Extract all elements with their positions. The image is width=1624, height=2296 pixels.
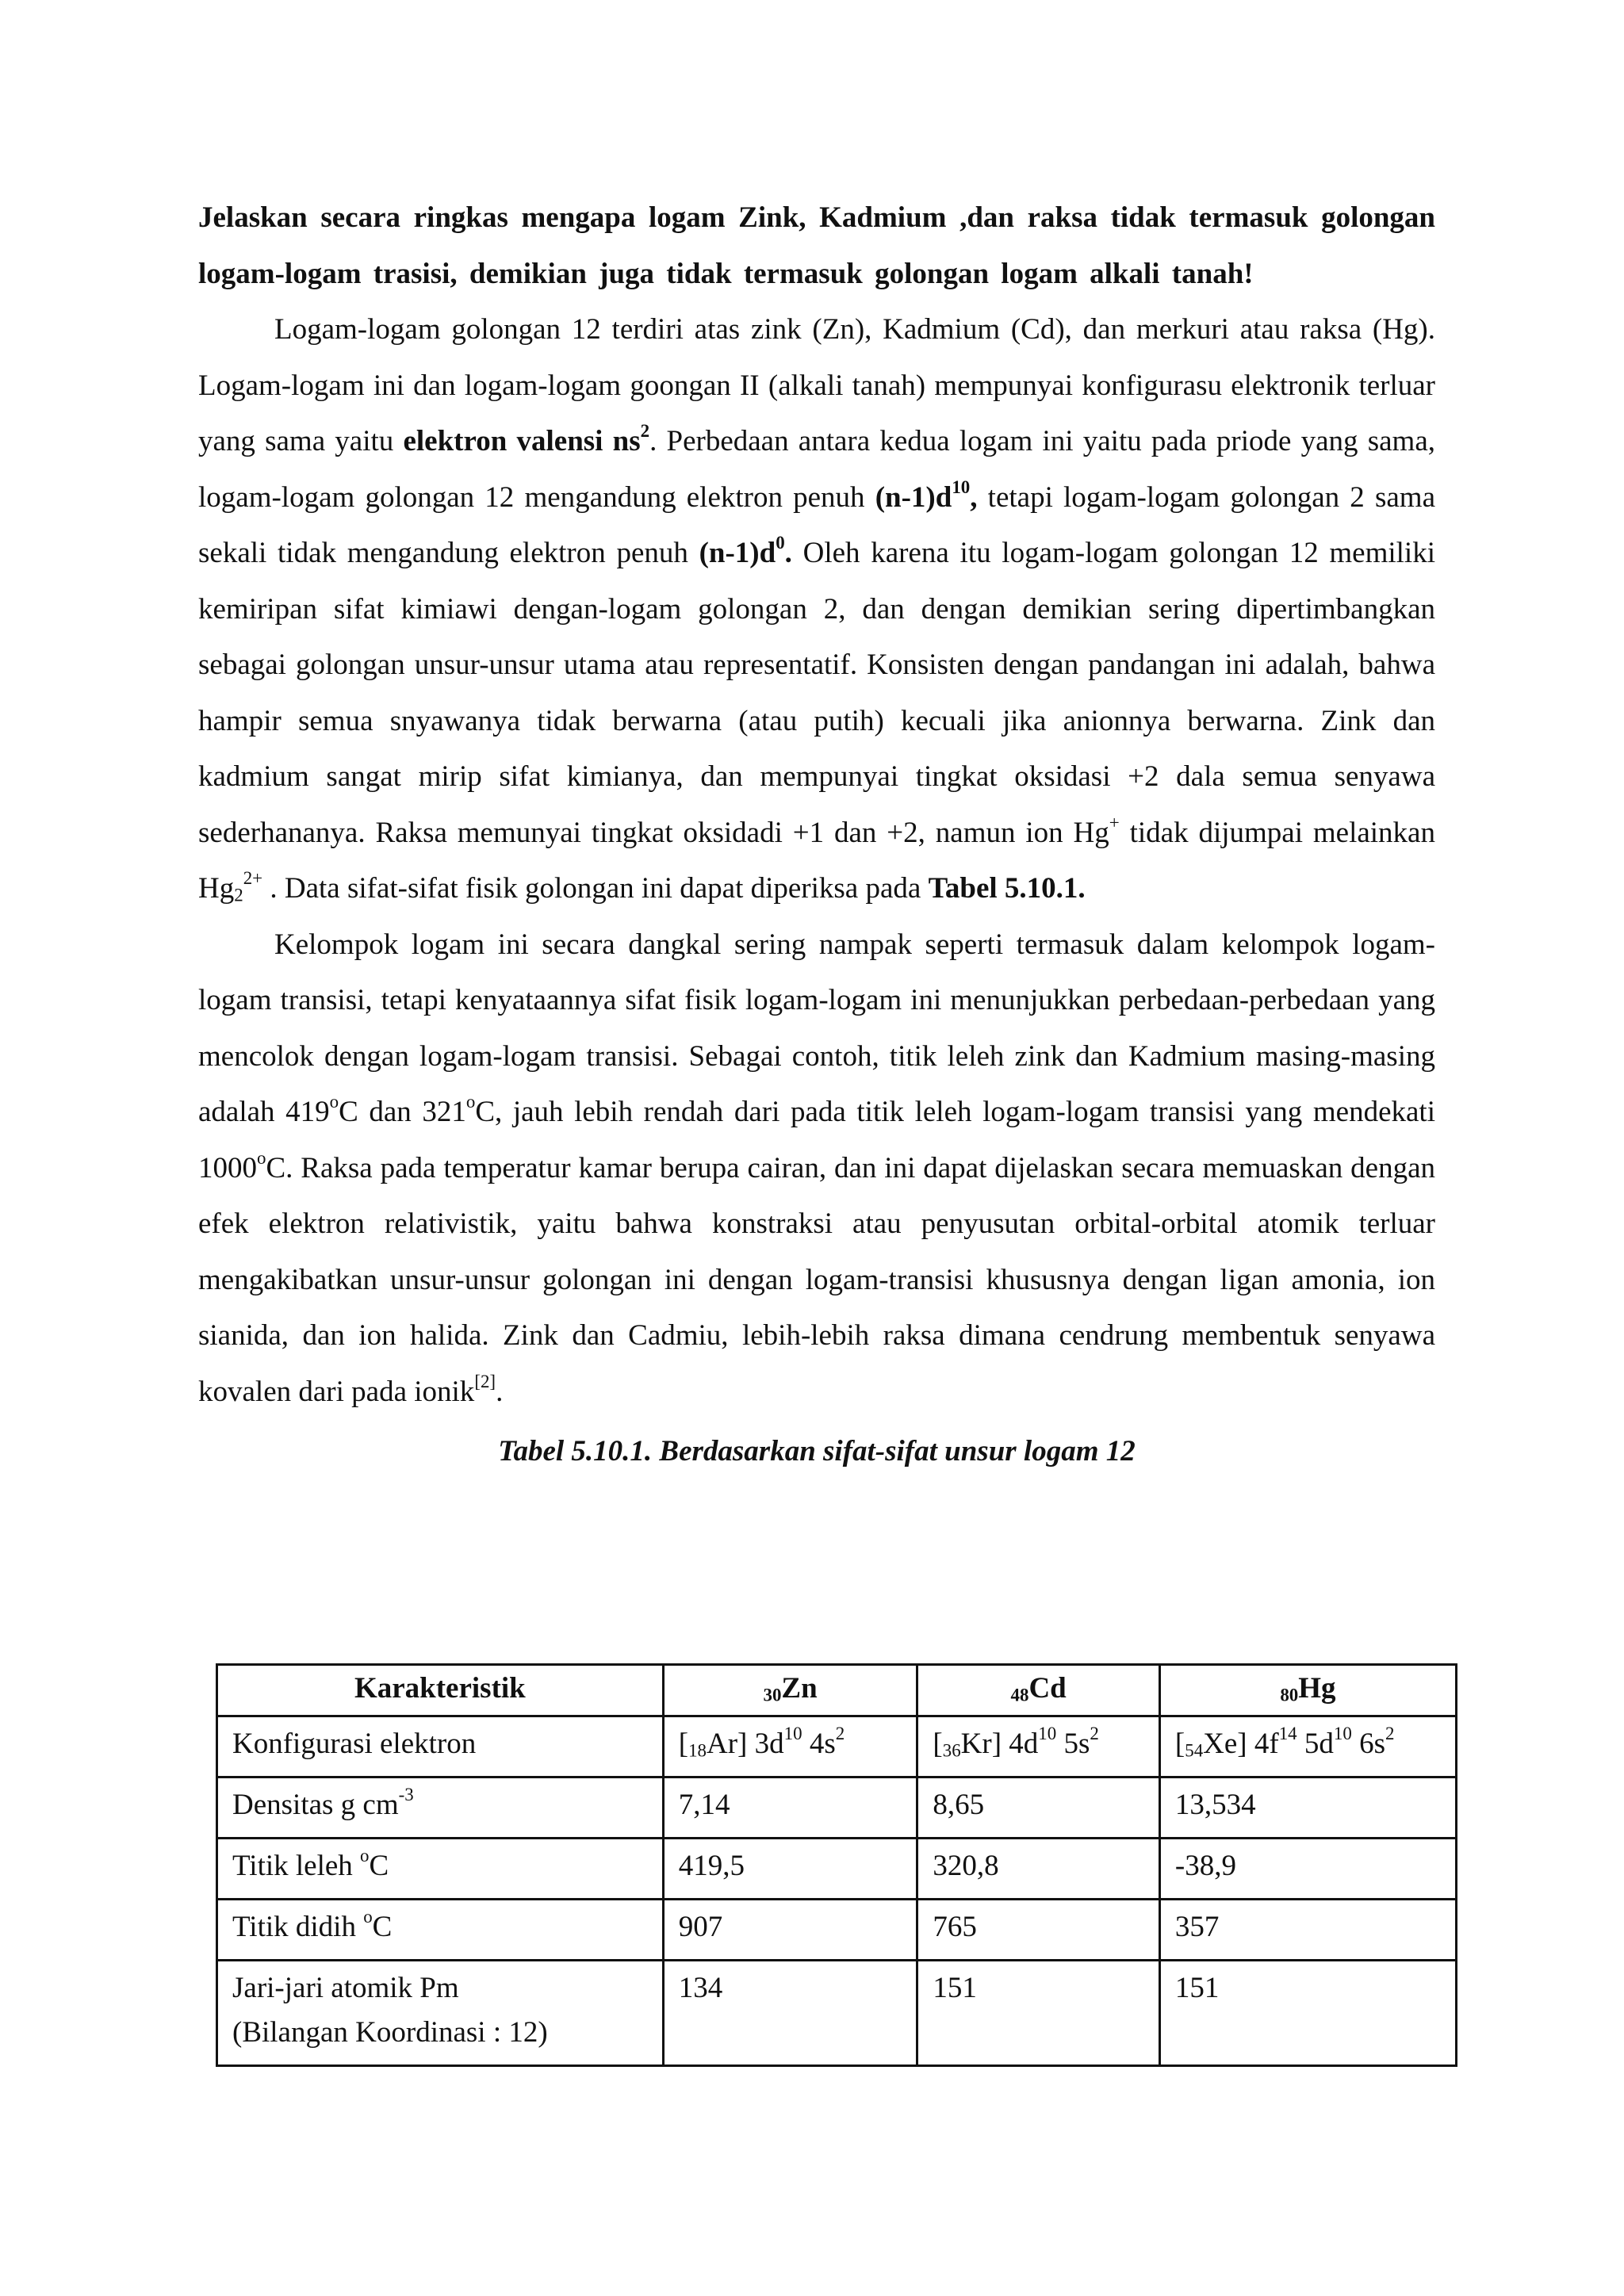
table-header-row: [217, 1665, 1457, 1716]
config-hg-open: [: [1174, 1728, 1185, 1760]
boiling-label-sup: o: [363, 1906, 373, 1927]
cell-melting-hg: -38,9: [1159, 1839, 1456, 1900]
config-zn-core-num: 18: [688, 1740, 707, 1761]
p2-text-3: C, jauh lebih rendah dari pada titik leleh logam-logam transisi yang mendekati 1000: [198, 1096, 1435, 1184]
melting-label-post: C: [369, 1850, 389, 1882]
cell-boiling-zn: 907: [663, 1900, 917, 1961]
header-cd-number: 48: [1010, 1685, 1029, 1705]
p2-degree-2: o: [465, 1091, 476, 1112]
table-row: [217, 1839, 1457, 1900]
config-cd-core: Kr] 4d: [960, 1728, 1039, 1760]
p1-bold-valence: [403, 420, 650, 457]
table-caption: Tabel 5.10.1. Berdasarkan sifat-sifat unsur logam 12: [498, 1435, 1136, 1468]
p2-reference: [2]: [474, 1371, 496, 1391]
p2-text-4: C. Raksa pada temperatur kamar berupa cairan, dan ini dapat dijelaskan secara memuaskan dengan efek elektron relativistik, yaitu bahwa konstraksi atau penyusutan orbital-orbital atomik terluar mengakibatkan unsur-unsur golongan ini dengan logam-transisi khususnya dengan ligan amonia, ion sianida, dan ion halida. Zink dan Cadmiu, lebih-lebih raksa dimana cendrung membentuk senyawa kovalen dari pada ionik: [198, 1151, 1435, 1408]
row-label-boiling: [217, 1900, 664, 1961]
config-hg-core-num: 54: [1185, 1740, 1204, 1761]
table-row: [217, 1716, 1457, 1777]
config-hg-d: 10: [1333, 1723, 1352, 1743]
p1-bold-d0-sup: 0: [776, 532, 785, 553]
cell-density-zn: 7,14: [663, 1777, 917, 1839]
p1-hg2-sub: 2: [234, 885, 243, 905]
row-label-melting: [217, 1839, 664, 1900]
cell-config-cd: [917, 1716, 1159, 1777]
document-page: [198, 190, 1435, 1475]
p2-text-5: .: [496, 1375, 504, 1408]
density-label-text: Densitas g cm: [232, 1789, 399, 1821]
cell-config-zn: [663, 1716, 917, 1777]
cell-radius-cd: 151: [917, 1961, 1159, 2066]
p1-text-3: tetapi logam-logam golongan 2 sama sekali tidak mengandung elektron penuh: [198, 480, 1435, 569]
cell-boiling-hg: 357: [1159, 1900, 1456, 1961]
table-row: [217, 1900, 1457, 1961]
cell-melting-zn: 419,5: [663, 1839, 917, 1900]
p1-text-2: . Perbedaan antara kedua logam ini yaitu pada priode yang sama, logam-logam golongan 12 mengandung elektron penuh: [198, 425, 1436, 514]
config-cd-s: 2: [1090, 1723, 1099, 1743]
p1-bold-valence-text: elektron valensi ns: [403, 425, 641, 457]
cell-density-cd: 8,65: [917, 1777, 1159, 1839]
table-row: [217, 1777, 1457, 1839]
paragraph-2: [198, 917, 1435, 1421]
p1-bold-d0: [699, 532, 792, 569]
config-cd-d: 10: [1038, 1723, 1057, 1743]
table-row: [217, 1961, 1457, 2066]
boiling-label-post: C: [372, 1911, 393, 1943]
question-text: Jelaskan secara ringkas mengapa logam Zink, Kadmium ,dan raksa tidak termasuk golongan logam-logam trasisi, demikian juga tidak termasuk golongan logam alkali tanah!: [198, 201, 1435, 290]
header-zn-symbol: Zn: [781, 1672, 818, 1705]
cell-config-hg: [1159, 1716, 1456, 1777]
p1-bold-d0-text: (n-1)d: [699, 537, 776, 569]
header-zn: [663, 1665, 917, 1716]
properties-table: [216, 1663, 1457, 2067]
row-label-density: [217, 1777, 664, 1839]
config-cd-mid: 5s: [1056, 1728, 1090, 1760]
header-hg-symbol: Hg: [1298, 1672, 1336, 1705]
p1-bold-valence-sup: 2: [640, 420, 650, 441]
p1-text-4: Oleh karena itu logam-logam golongan 12 memiliki kemiripan sifat kimiawi dengan-logam golongan 2, dan dengan demikian sering dipertimbangkan sebagai golongan unsur-unsur utama atau representatif. Konsisten dengan pandangan ini adalah, bahwa hampir semua snyawanya tidak berwarna (atau putih) kecuali jika anionnya berwarna. Zink dan kadmium sangat mirip sifat kimianya, dan mempunyai tingkat oksidasi +2 dala semua senyawa sederhananya. Raksa memunyai tingkat oksidadi +1 dan +2, namun ion Hg: [198, 537, 1435, 849]
config-hg-mid2: 6s: [1351, 1728, 1385, 1760]
cell-boiling-cd: 765: [917, 1900, 1159, 1961]
p2-text-1: Kelompok logam ini secara dangkal sering nampak seperti termasuk dalam kelompok logam-logam transisi, tetapi kenyataannya sifat fisik logam-logam ini menunjukkan perbedaan-perbedaan yang mencolok dengan logam-logam transisi. Sebagai contoh, titik leleh zink dan Kadmium masing-masing adalah 419: [198, 928, 1435, 1128]
p1-text-5: tidak dijumpai melainkan Hg: [198, 816, 1435, 905]
density-label-sup: -3: [398, 1784, 414, 1804]
cell-density-hg: 13,534: [1159, 1777, 1456, 1839]
p1-bold-d10: [875, 476, 978, 514]
boiling-label-pre: Titik didih: [232, 1911, 364, 1943]
config-zn-open: [: [678, 1728, 689, 1760]
header-karakteristik: Karakteristik: [217, 1665, 664, 1716]
p1-bold-d10-sup: 10: [952, 476, 971, 497]
row-label-config: Konfigurasi elektron: [217, 1716, 664, 1777]
p1-bold-d10-end: ,: [970, 480, 978, 514]
header-hg: [1159, 1665, 1456, 1716]
p1-hg-sup: +: [1109, 812, 1120, 832]
cell-melting-cd: 320,8: [917, 1839, 1159, 1900]
config-hg-mid1: 5d: [1297, 1728, 1334, 1760]
config-zn-s: 2: [835, 1723, 845, 1743]
cell-radius-hg: 151: [1159, 1961, 1456, 2066]
p2-degree-3: o: [257, 1147, 266, 1168]
cell-radius-zn: 134: [663, 1961, 917, 2066]
row-label-radius: [217, 1961, 664, 2066]
header-cd: [917, 1665, 1159, 1716]
p1-text-1: Logam-logam golongan 12 terdiri atas zink (Zn), Kadmium (Cd), dan merkuri atau raksa (Hg). Logam-logam ini dan logam-logam goongan II (alkali tanah) mempunyai konfigurasu elektronik terluar yang sama yaitu: [198, 313, 1435, 457]
paragraph-1: [198, 302, 1435, 917]
p1-bold-d0-end: .: [784, 537, 792, 569]
header-hg-number: 80: [1280, 1685, 1299, 1705]
p1-hg2-sup: 2+: [243, 867, 263, 888]
config-hg-s: 2: [1385, 1723, 1395, 1743]
melting-label-pre: Titik leleh: [232, 1850, 361, 1882]
radius-label-line1: Jari-jari atomik Pm: [232, 1972, 459, 2004]
config-zn-mid: 4s: [802, 1728, 836, 1760]
config-cd-open: [: [933, 1728, 943, 1760]
header-zn-number: 30: [763, 1685, 782, 1705]
config-hg-f: 14: [1278, 1723, 1297, 1743]
config-cd-core-num: 36: [942, 1740, 961, 1761]
config-hg-core: Xe] 4f: [1203, 1728, 1279, 1760]
melting-label-sup: o: [360, 1845, 370, 1866]
p2-text-2: C dan 321: [339, 1096, 466, 1128]
radius-label-line2: (Bilangan Koordinasi : 12): [232, 2016, 548, 2049]
header-cd-symbol: Cd: [1028, 1672, 1067, 1705]
config-zn-core: Ar] 3d: [707, 1728, 784, 1760]
p1-bold-table-ref: Tabel 5.10.1.: [928, 872, 1086, 905]
p2-degree-1: o: [329, 1091, 339, 1112]
config-zn-d: 10: [783, 1723, 802, 1743]
p1-text-6: . Data sifat-sifat fisik golongan ini dapat diperiksa pada: [262, 872, 929, 905]
p1-bold-d10-text: (n-1)d: [875, 480, 952, 514]
